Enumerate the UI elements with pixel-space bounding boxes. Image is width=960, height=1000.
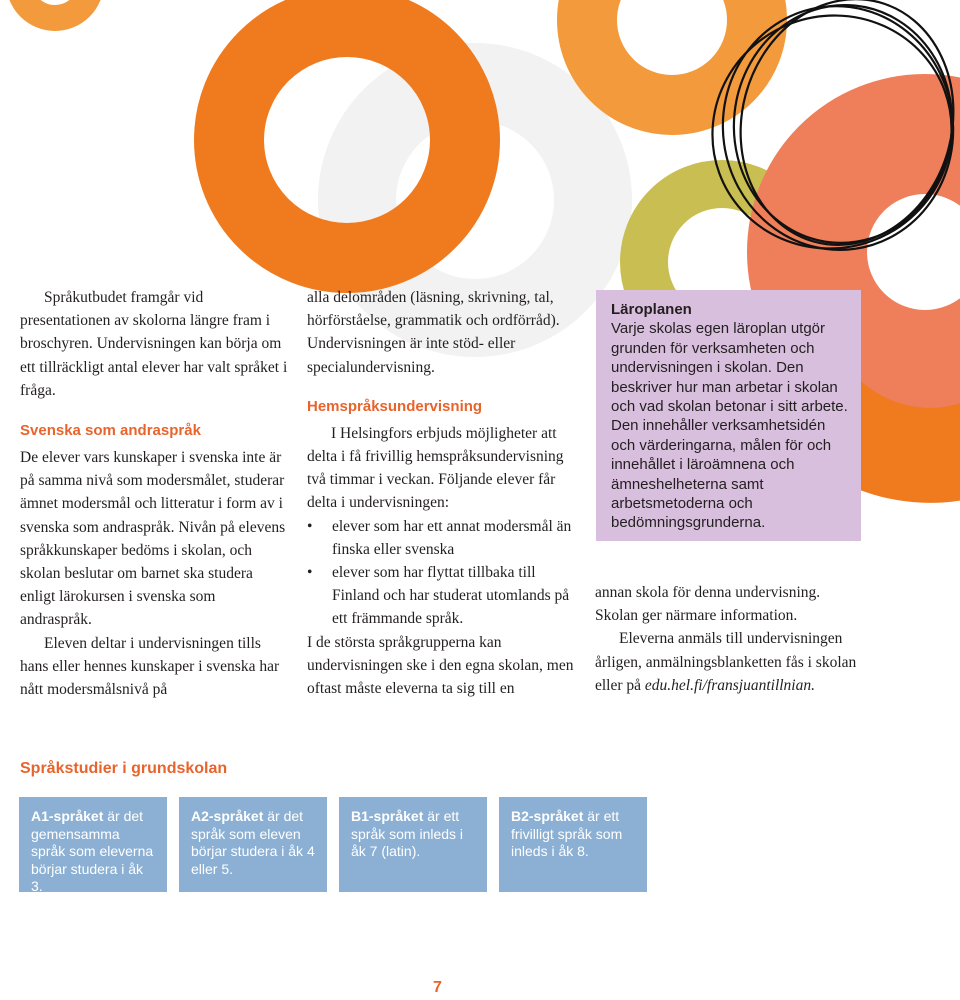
website-link[interactable]: edu.hel.fi/fransjuantillnian. (644, 676, 815, 694)
card-b1: B1-språket är ett språk som inleds i åk 7 (latin). (339, 797, 487, 892)
paragraph-sprakgrupperna: I de största språkgrupperna kan undervisningen ske i den egna skolan, men oftast måste eleverna ta sig till en (307, 633, 574, 698)
box-text: Varje skolas egen läroplan utgör grunden för verksamheten och undervisningen i skolan. Den beskriver hur man arbetar i skolan och vad skolan betonar i sitt arbete. Den innehåller verksamhetsidén och värderingarna, målen för och innehållet i läroämnena och ämneshelheterna samt arbetsmetoderna och bedömningsgrunderna. (611, 320, 848, 532)
paragraph-helsingfors: I Helsingfors erbjuds möjligheter att delta i få frivillig hemspråksundervisning två timmar i veckan. Följande elever får delta i undervisningen: (307, 424, 564, 512)
card-b2: B2-språket är ett frivilligt språk som inleds i åk 8. (499, 797, 647, 892)
heading-hemsprakundervisning: Hemspråksundervisning (307, 397, 483, 415)
paragraph-anmals: Eleverna anmäls till undervisningen årligen, anmälningsblanketten fås i skolan eller på edu.hel.fi/fransjuantillnian. (595, 630, 857, 694)
bullet-list (307, 515, 579, 631)
section-title: Språkstudier i grundskolan (20, 760, 228, 777)
column-2 (307, 286, 579, 700)
paragraph-andrasprak: De elever vars kunskaper i svenska inte är på samma nivå som modersmålet, studerar ämnet modersmål och litteratur i form av i svenska som andraspråk. Nivån på elevens språkkunskaper bedöms i skolan, och skolan beslutar om barnet ska studera enligt lärokursen i svenska som andraspråk. (20, 449, 286, 629)
heading-svenska-som-andrasprak: Svenska som andraspråk (20, 422, 201, 440)
list-item: • elever som har flyttat tillbaka till Finland och har studerat utomlands på ett främmande språk. (307, 561, 579, 631)
card-a1: A1-språket är det gemensamma språk som eleverna börjar studera i åk 3. (19, 797, 167, 892)
paragraph-annan-skola: annan skola för denna undervisning. Skolan ger närmare information. (595, 584, 821, 625)
list-item: • elever som har ett annat modersmål än finska eller svenska (307, 515, 579, 561)
intro-paragraph: Språkutbudet framgår vid presentationen av skolorna längre fram i broschyren. Undervisningen kan börja om ett tillräckligt antal elever har valt språket i fråga. (20, 289, 288, 399)
column-1 (20, 286, 288, 701)
bullet-icon: • (307, 517, 313, 535)
paragraph-eleven-deltar: Eleven deltar i undervisningen tills hans eller hennes kunskaper i svenska har nått modersmålsnivå på (20, 634, 280, 699)
box-title: Läroplanen (611, 301, 692, 318)
light-orange-ring (587, 0, 757, 105)
laroplanen-box (596, 290, 861, 541)
card-a2: A2-språket är det språk som eleven börjar studera i åk 4 eller 5. (179, 797, 327, 892)
page-number: 7 (433, 979, 442, 996)
small-orange-ring (19, 0, 91, 18)
paragraph-delomraden: alla delområden (läsning, skrivning, tal, hörförståelse, grammatik och ordförråd). Undervisningen är inte stöd- eller specialundervisning. (307, 289, 560, 376)
bullet-icon: • (307, 564, 313, 582)
column-3 (595, 581, 863, 697)
